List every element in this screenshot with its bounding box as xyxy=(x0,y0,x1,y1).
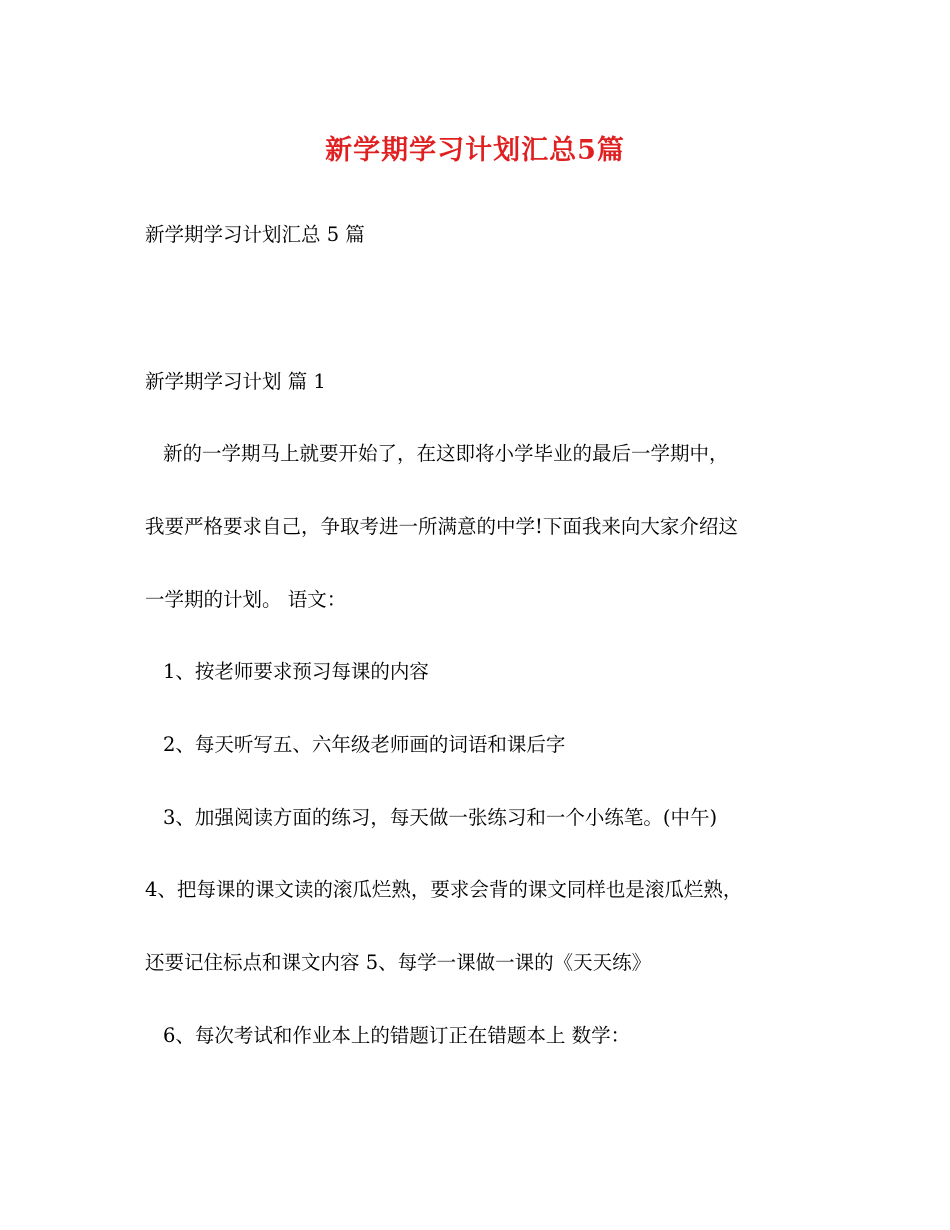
list-item: 还要记住标点和课文内容 5、每学一课做一课的《天天练》 xyxy=(145,951,652,974)
list-item: 2、每天听写五、六年级老师画的词语和课后字 xyxy=(163,733,566,756)
section-heading: 新学期学习计划 篇 1 xyxy=(145,370,326,393)
paragraph-line: 一学期的计划。 语文： xyxy=(145,588,347,611)
list-item: 6、每次考试和作业本上的错题订正在错题本上 数学： xyxy=(163,1024,631,1047)
paragraph-line: 新的一学期马上就要开始了，在这即将小学毕业的最后一学期中， xyxy=(163,442,729,465)
list-item: 4、把每课的课文读的滚瓜烂熟，要求会背的课文同样也是滚瓜烂熟， xyxy=(145,878,743,901)
document-title: 新学期学习计划汇总5篇 xyxy=(325,135,625,166)
list-item: 3、加强阅读方面的练习，每天做一张练习和一个小练笔。(中午) xyxy=(163,806,718,829)
paragraph-line: 我要严格要求自己，争取考进一所满意的中学!下面我来向大家介绍这 xyxy=(145,515,738,538)
list-item: 1、按老师要求预习每课的内容 xyxy=(163,660,429,683)
document-subtitle: 新学期学习计划汇总 5 篇 xyxy=(145,223,365,246)
